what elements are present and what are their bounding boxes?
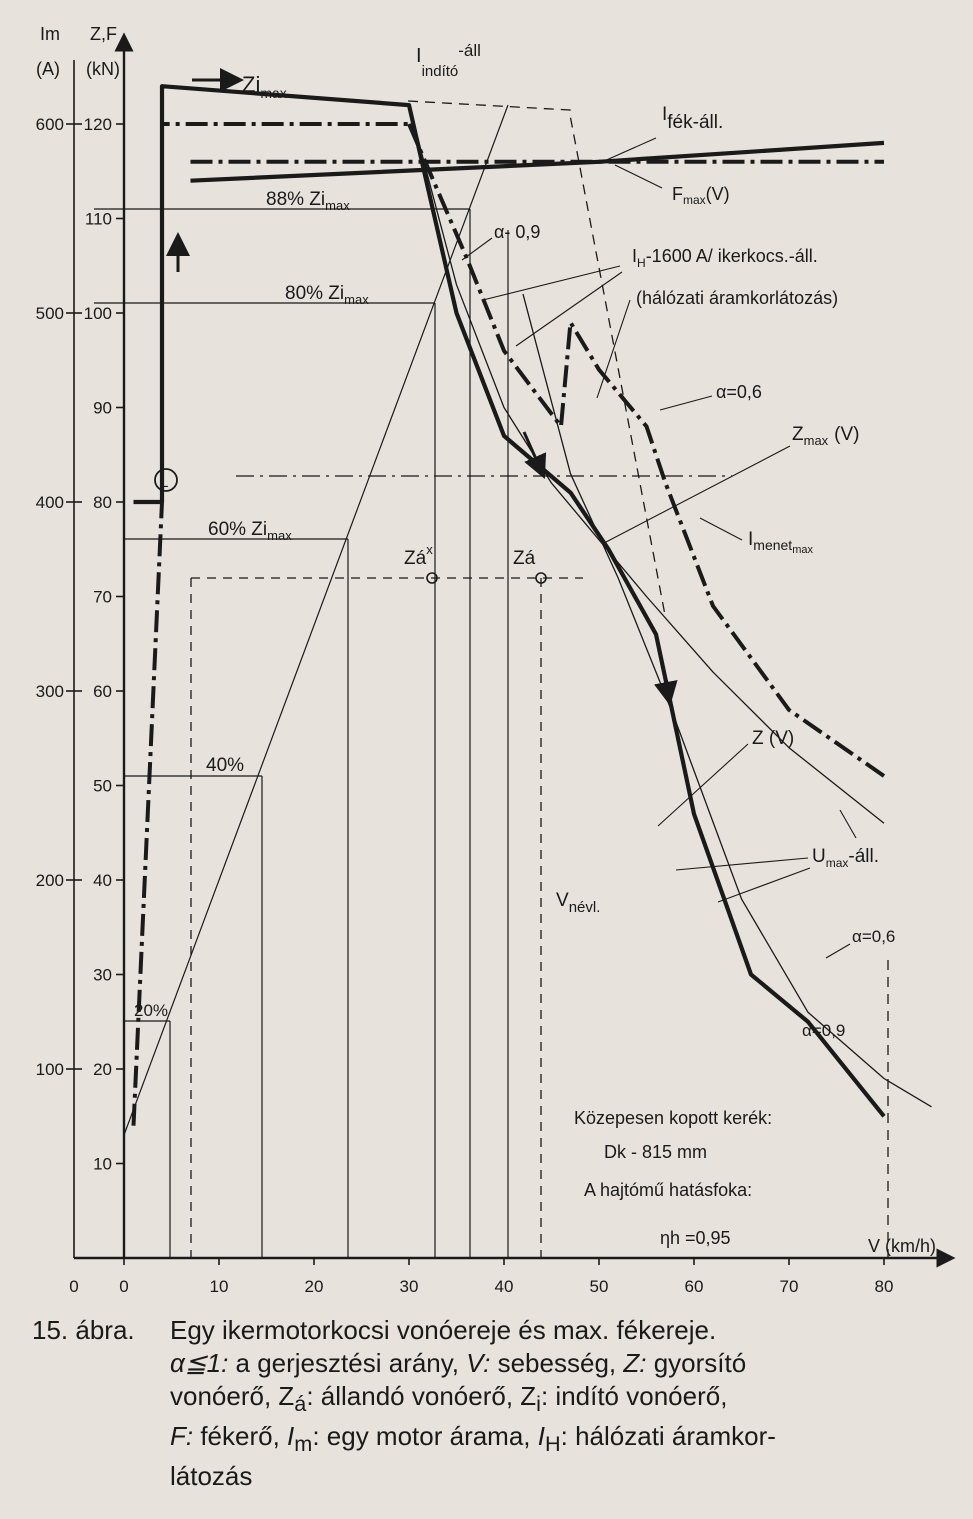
x-tick-label: 60 bbox=[684, 1277, 704, 1296]
leader-ih-1 bbox=[483, 266, 620, 300]
y-current-label-text: Im bbox=[40, 24, 60, 44]
leader-ih-3 bbox=[597, 300, 630, 398]
y-current-tick-label: 300 bbox=[35, 682, 64, 701]
y-current-tick-label: 100 bbox=[35, 1060, 64, 1079]
y-force-label: Z,F bbox=[90, 24, 117, 44]
x-tick-label: 70 bbox=[779, 1277, 799, 1296]
note-line-3: A hajtómű hatásfoka: bbox=[584, 1180, 753, 1200]
caption-line-1: Egy ikermotorkocsi vonóereje és max. fékereje. bbox=[170, 1315, 717, 1345]
leader-alpha06-bottom bbox=[826, 944, 850, 958]
umax-label: $U_{max}$-áll. bbox=[812, 846, 880, 870]
alpha06-top-label: α=0,6 bbox=[716, 382, 762, 402]
y-force-tick-label: 70 bbox=[93, 587, 112, 607]
series-1-line bbox=[134, 124, 410, 1126]
series-4-line bbox=[409, 124, 884, 776]
caption-line-2: α≦1: a gerjesztési arány, V: sebesség, Z: gyorsító bbox=[170, 1348, 747, 1378]
leader-zmax bbox=[606, 446, 790, 542]
pct-40-label: 40% bbox=[206, 755, 245, 776]
x-tick-label: 50 bbox=[589, 1277, 609, 1296]
series-6-line bbox=[523, 294, 932, 1107]
caption-line-3: vonóerő, $Z_á$: állandó vonóerő, $Z_i$: indító vonóerő, bbox=[170, 1381, 728, 1417]
ih-label-line1: $I_H-1600$ A/ ikerkocs.-áll. bbox=[632, 246, 818, 270]
x-tick-label: 10 bbox=[209, 1277, 229, 1296]
zi-max-label: $Zi_{max}$ bbox=[242, 72, 287, 101]
y-force-tick-label: 20 bbox=[93, 1060, 112, 1079]
leader-alpha06-top bbox=[660, 396, 712, 410]
vnevl-label: $V_{névl.}$ bbox=[556, 890, 601, 916]
note-line-2: Dk - 815 mm bbox=[604, 1142, 708, 1162]
figure-caption bbox=[32, 1314, 952, 1493]
y-force-tick-label: 120 bbox=[83, 115, 112, 134]
i-indito-label: $I_{indító}^{-áll}$ bbox=[416, 41, 481, 80]
y-force-tick-label: 60 bbox=[93, 682, 112, 701]
y-force-tick-label: 10 bbox=[93, 1154, 112, 1174]
ih-label-line2: (hálózati áramkorlátozás) bbox=[636, 288, 839, 308]
x-tick-label: 0 bbox=[119, 1277, 129, 1296]
x-tick-label: 0 bbox=[69, 1277, 79, 1296]
leader-imenet bbox=[700, 518, 742, 540]
curves bbox=[134, 86, 932, 1126]
leader-alpha09-top bbox=[462, 238, 492, 260]
y-force-unit: (kN) bbox=[86, 59, 120, 79]
x-tick-label: 20 bbox=[304, 1277, 324, 1296]
annotations bbox=[134, 41, 895, 1248]
indito-dashed bbox=[408, 101, 665, 615]
caption-body bbox=[170, 1314, 952, 1493]
y-force-tick-label: 110 bbox=[84, 209, 112, 229]
alpha09-top-label: α- 0,9 bbox=[494, 222, 541, 242]
y-force-tick-label: 40 bbox=[93, 871, 112, 890]
zmax-label: $Z_{max}$ (V) bbox=[792, 424, 860, 448]
arrow-down-icon-1 bbox=[524, 432, 540, 468]
series-5-line bbox=[409, 105, 884, 823]
i-fek-label: Ifék-áll. bbox=[662, 104, 724, 133]
y-force-tick-label: 50 bbox=[93, 776, 112, 796]
pct-88-label: 88% $Zi_{max}$ bbox=[266, 189, 350, 213]
l-marker-label: L bbox=[160, 474, 169, 491]
z-v-label: Z (V) bbox=[752, 728, 795, 749]
alpha06-bottom-label: α=0,6 bbox=[852, 927, 896, 946]
pct-60-label: 60% $Zi_{max}$ bbox=[208, 519, 292, 543]
leader-umax-1 bbox=[676, 858, 808, 870]
y-force-tick-label: 100 bbox=[83, 304, 112, 323]
caption-number: 15. ábra. bbox=[32, 1315, 135, 1345]
y-current-tick-label: 500 bbox=[35, 304, 64, 323]
x-tick-label: 30 bbox=[399, 1277, 419, 1296]
y-current-tick-label: 400 bbox=[35, 493, 64, 512]
note-line-1: Közepesen kopott kerék: bbox=[574, 1108, 773, 1128]
y-force-tick-label: 80 bbox=[93, 493, 112, 512]
za-label: Zá bbox=[513, 548, 536, 569]
alpha09-bottom-label: α=0,9 bbox=[802, 1021, 846, 1040]
caption-line-4: F: fékerő, $I_m$: egy motor árama, $I_H$: hálózati áramkor- bbox=[170, 1421, 776, 1457]
caption-line-5: látozás bbox=[170, 1461, 253, 1492]
y-current-tick-label: 600 bbox=[35, 115, 64, 134]
y-current-tick-label: 200 bbox=[35, 871, 64, 890]
f-max-label: $F_{max}(V)$ bbox=[672, 184, 730, 207]
imenet-label: $I_{menet}\max$ bbox=[748, 529, 813, 556]
pct-20-label: 20% bbox=[134, 1001, 169, 1020]
y-force-tick-label: 90 bbox=[93, 398, 112, 418]
y-force-tick-label: 30 bbox=[93, 965, 112, 985]
leader-umax-3 bbox=[840, 810, 856, 838]
x-axis-label: V (km/h) bbox=[868, 1236, 937, 1256]
y-current-label bbox=[40, 24, 60, 44]
x-tick-label: 40 bbox=[494, 1277, 514, 1296]
note-line-4: ηh =0,95 bbox=[660, 1228, 731, 1248]
x-tick-label: 80 bbox=[874, 1277, 894, 1296]
leader-zv bbox=[658, 744, 748, 826]
pct-80-label: 80% $Zi_{max}$ bbox=[285, 283, 369, 307]
y-current-unit: (A) bbox=[36, 59, 60, 79]
za-star-label: $Zá^x$ bbox=[404, 542, 433, 569]
leader-fmax bbox=[615, 165, 662, 188]
